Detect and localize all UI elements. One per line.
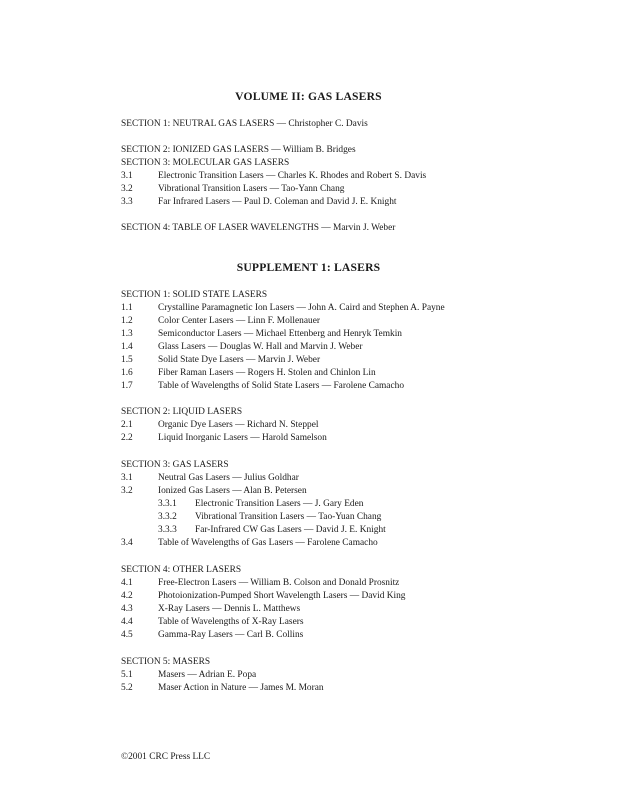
entry-title: Far-Infrared CW Gas Lasers — David J. E. Knight [195,525,386,535]
entry-number: 5.1 [121,670,133,680]
section-heading: SECTION 5: MASERS [121,657,211,667]
entry-title: Crystalline Paramagnetic Ion Lasers — John A. Caird and Stephen A. Payne [158,303,445,313]
supplement-1-title: SUPPLEMENT 1: LASERS [236,261,381,274]
entry-number: 3.2 [121,184,133,194]
section-heading: SECTION 4: OTHER LASERS [121,565,242,575]
entry-title: Color Center Lasers — Linn F. Mollenauer [158,316,320,326]
entry-title: Fiber Raman Lasers — Rogers H. Stolen and Chinlon Lin [158,368,376,378]
entry-number: 1.1 [121,303,133,313]
entry-number: 4.5 [121,630,133,640]
volume-2-title: VOLUME II: GAS LASERS [235,90,382,103]
entry-number: 1.3 [121,329,133,339]
entry-title: Gamma-Ray Lasers — Carl B. Collins [158,630,304,640]
entry-title: Vibrational Transition Lasers — Tao-Yann Chang [158,184,345,194]
entry-number: 1.5 [121,355,133,365]
section-heading: SECTION 1: SOLID STATE LASERS [121,290,268,300]
entry-title: Table of Wavelengths of Gas Lasers — Farolene Camacho [158,538,378,548]
entry-number: 3.3 [121,197,133,207]
entry-number: 3.3.2 [158,512,177,522]
section-heading: SECTION 3: GAS LASERS [121,460,229,470]
entry-title: Neutral Gas Lasers — Julius Goldhar [158,473,299,483]
entry-number: 1.6 [121,368,133,378]
entry-title: Glass Lasers — Douglas W. Hall and Marvin J. Weber [158,342,363,352]
entry-number: 4.3 [121,604,133,614]
entry-title: Far Infrared Lasers — Paul D. Coleman and David J. E. Knight [158,197,397,207]
section-heading: SECTION 4: TABLE OF LASER WAVELENGTHS — Marvin J. Weber [121,223,396,233]
entry-number: 5.2 [121,683,133,693]
entry-title: Semiconductor Lasers — Michael Ettenberg and Henryk Temkin [158,329,402,339]
entry-title: Electronic Transition Lasers — J. Gary Eden [195,499,364,509]
entry-number: 3.1 [121,171,133,181]
entry-title: Table of Wavelengths of X-Ray Lasers [158,617,304,627]
entry-title: Masers — Adrian E. Popa [158,670,257,680]
copyright-footer: ©2001 CRC Press LLC [121,752,211,762]
entry-title: Liquid Inorganic Lasers — Harold Samelson [158,433,327,443]
entry-title: Vibrational Transition Lasers — Tao-Yuan Chang [195,512,382,522]
entry-number: 4.2 [121,591,133,601]
entry-number: 4.4 [121,617,133,627]
entry-number: 4.1 [121,578,133,588]
entry-number: 1.7 [121,381,133,391]
entry-number: 3.1 [121,473,133,483]
section-heading: SECTION 2: LIQUID LASERS [121,407,243,417]
section-heading: SECTION 1: NEUTRAL GAS LASERS — Christopher C. Davis [121,119,368,129]
entry-title: Maser Action in Nature — James M. Moran [158,683,324,693]
entry-title: Free-Electron Lasers — William B. Colson and Donald Prosnitz [158,578,400,588]
entry-number: 3.3.1 [158,499,177,509]
entry-title: Photoionization-Pumped Short Wavelength Lasers — David King [158,591,406,601]
entry-number: 3.3.3 [158,525,177,535]
entry-number: 1.4 [121,342,133,352]
entry-title: Solid State Dye Lasers — Marvin J. Weber [158,355,321,365]
entry-number: 3.2 [121,486,133,496]
entry-number: 3.4 [121,538,133,548]
entry-title: Electronic Transition Lasers — Charles K. Rhodes and Robert S. Davis [158,171,427,181]
section-heading: SECTION 3: MOLECULAR GAS LASERS [121,158,290,168]
section-heading: SECTION 2: IONIZED GAS LASERS — William B. Bridges [121,145,356,155]
entry-title: Organic Dye Lasers — Richard N. Steppel [158,420,319,430]
entry-number: 2.1 [121,420,133,430]
entry-title: Ionized Gas Lasers — Alan B. Petersen [158,486,307,496]
entry-number: 1.2 [121,316,133,326]
entry-title: Table of Wavelengths of Solid State Lasers — Farolene Camacho [158,381,405,391]
entry-number: 2.2 [121,433,133,443]
entry-title: X-Ray Lasers — Dennis L. Matthews [158,604,301,614]
